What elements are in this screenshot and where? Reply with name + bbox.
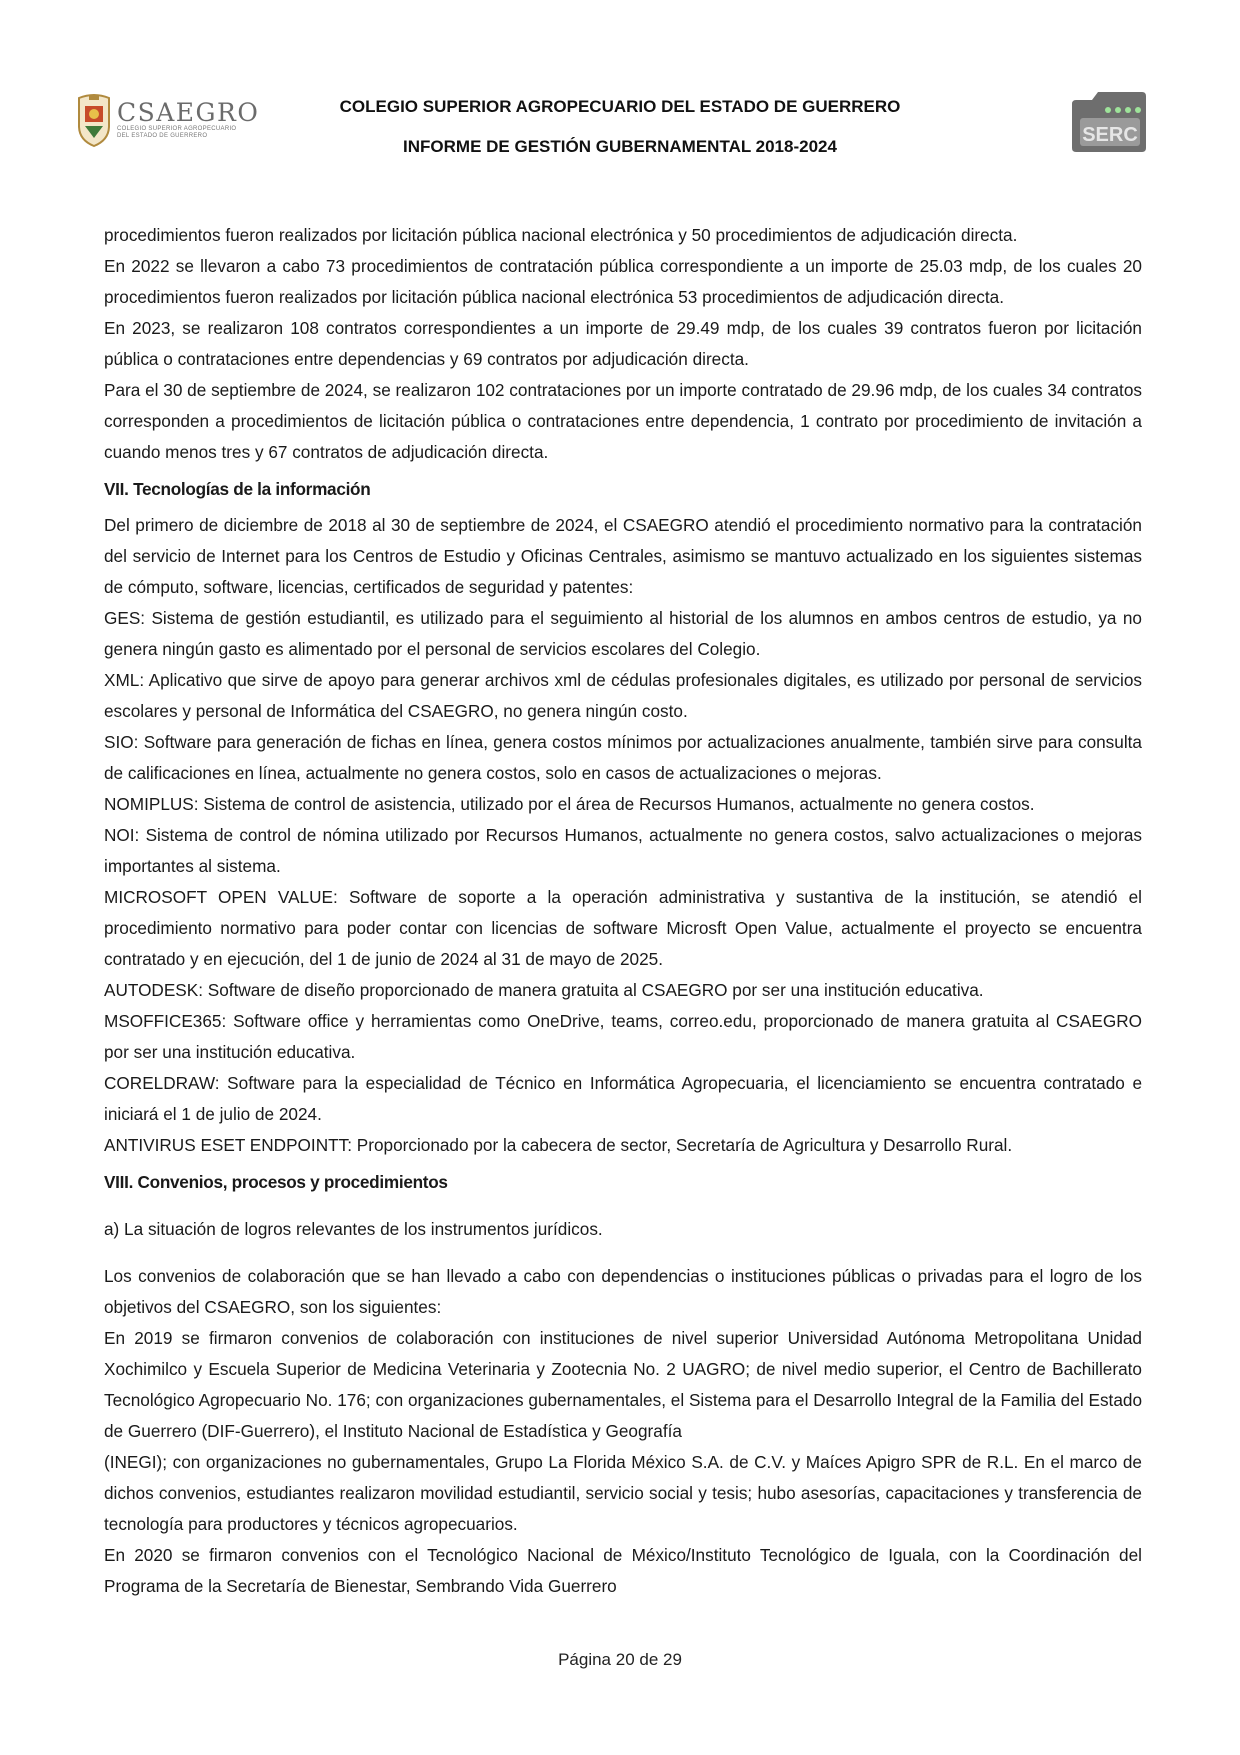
paragraph: AUTODESK: Software de diseño proporcionado de manera gratuita al CSAEGRO por ser una institución educativa.: [104, 980, 984, 1000]
paragraph: (INEGI); con organizaciones no gubernamentales, Grupo La Florida México S.A. de C.V. y Maíces Apigro SPR de R.L. En el marco de dichos convenios, estudiantes realizaron movilidad estudiantil, servicio social y tesis; hubo asesorías, capacitaciones y transferencia de tecnología para productores y técnicos agropecuarios.: [104, 1452, 1142, 1534]
page-header: [0, 0, 1240, 200]
institution-title: COLEGIO SUPERIOR AGROPECUARIO DEL ESTADO DE GUERRERO: [339, 97, 901, 116]
paragraph: SIO: Software para generación de fichas en línea, genera costos mínimos por actualizaciones anualmente, también sirve para consulta de calificaciones en línea, actualmente no genera costos, solo en casos de actualizaciones o mejoras.: [104, 732, 1142, 783]
serc-logo-icon: [1062, 88, 1150, 156]
paragraph: a) La situación de logros relevantes de los instrumentos jurídicos.: [104, 1219, 603, 1239]
section-heading-vii: VII. Tecnologías de la información: [104, 479, 371, 499]
serc-label: SERC: [1082, 124, 1138, 146]
page-content: [104, 220, 1142, 1602]
paragraph: NOMIPLUS: Sistema de control de asistencia, utilizado por el área de Recursos Humanos, actualmente no genera costos.: [104, 794, 1035, 814]
paragraph: MSOFFICE365: Software office y herramientas como OneDrive, teams, correo.edu, proporcionado de manera gratuita al CSAEGRO por ser una institución educativa.: [104, 1011, 1142, 1062]
logo-subtitle-1: COLEGIO SUPERIOR AGROPECUARIO: [117, 126, 237, 132]
logo-name: CSAEGRO: [117, 98, 260, 127]
paragraph: Del primero de diciembre de 2018 al 30 de septiembre de 2024, el CSAEGRO atendió el procedimiento normativo para la contratación del servicio de Internet para los Centros de Estudio y Oficinas Centrales, asimismo se mantuvo actualizado en los siguientes sistemas de cómputo, software, licencias, certificados de seguridad y patentes:: [104, 515, 1142, 597]
paragraph: XML: Aplicativo que sirve de apoyo para generar archivos xml de cédulas profesionales digitales, es utilizado por personal de servicios escolares y personal de Informática del CSAEGRO, no genera ningún costo.: [104, 670, 1142, 721]
paragraph: NOI: Sistema de control de nómina utilizado por Recursos Humanos, actualmente no genera costos, salvo actualizaciones o mejoras importantes al sistema.: [104, 825, 1142, 876]
paragraph: Los convenios de colaboración que se han llevado a cabo con dependencias o instituciones públicas o privadas para el logro de los objetivos del CSAEGRO, son los siguientes:: [104, 1266, 1142, 1317]
paragraph: En 2023, se realizaron 108 contratos correspondientes a un importe de 29.49 mdp, de los cuales 39 contratos fueron por licitación pública o contrataciones entre dependencias y 69 contratos por adjudicación directa.: [104, 318, 1142, 369]
report-title: INFORME DE GESTIÓN GUBERNAMENTAL 2018-2024: [403, 137, 837, 156]
paragraph: ANTIVIRUS ESET ENDPOINTT: Proporcionado por la cabecera de sector, Secretaría de Agricultura y Desarrollo Rural.: [104, 1135, 1013, 1155]
paragraph: CORELDRAW: Software para la especialidad de Técnico en Informática Agropecuaria, el licenciamiento se encuentra contratado e iniciará el 1 de julio de 2024.: [104, 1073, 1142, 1124]
paragraph: En 2019 se firmaron convenios de colaboración con instituciones de nivel superior Universidad Autónoma Metropolitana Unidad Xochimilco y Escuela Superior de Medicina Veterinaria y Zootecnia No. 2 UAGRO; de nivel medio superior, el Centro de Bachillerato Tecnológico Agropecuario No. 176; con organizaciones gubernamentales, el Sistema para el Desarrollo Integral de la Familia del Estado de Guerrero (DIF-Guerrero), el Instituto Nacional de Estadística y Geografía: [104, 1328, 1142, 1441]
paragraph: En 2022 se llevaron a cabo 73 procedimientos de contratación pública correspondiente a un importe de 25.03 mdp, de los cuales 20 procedimientos fueron realizados por licitación pública nacional electrónica 53 procedimientos de adjudicación directa.: [104, 256, 1142, 307]
paragraph: GES: Sistema de gestión estudiantil, es utilizado para el seguimiento al historial de los alumnos en ambos centros de estudio, ya no genera ningún gasto es alimentado por el personal de servicios escolares del Colegio.: [104, 608, 1142, 659]
paragraph: MICROSOFT OPEN VALUE: Software de soporte a la operación administrativa y sustantiva de la institución, se atendió el procedimiento normativo para poder contar con licencias de software Microsft Open Value, actualmente el proyecto se encuentra contratado y en ejecución, del 1 de junio de 2024 al 31 de mayo de 2025.: [104, 887, 1142, 969]
paragraph: procedimientos fueron realizados por licitación pública nacional electrónica y 50 procedimientos de adjudicación directa.: [104, 225, 1018, 245]
logo-subtitle-2: DEL ESTADO DE GUERRERO: [117, 133, 208, 139]
paragraph: Para el 30 de septiembre de 2024, se realizaron 102 contrataciones por un importe contratado de 29.96 mdp, de los cuales 34 contratos corresponden a procedimientos de licitación pública o contrataciones entre dependencia, 1 contrato por procedimiento de invitación a cuando menos tres y 67 contratos de adjudicación directa.: [104, 380, 1142, 462]
page-number: Página 20 de 29: [558, 1650, 682, 1669]
section-heading-viii: VIII. Convenios, procesos y procedimientos: [104, 1172, 448, 1192]
paragraph: En 2020 se firmaron convenios con el Tecnológico Nacional de México/Instituto Tecnológico de Iguala, con la Coordinación del Programa de la Secretaría de Bienestar, Sembrando Vida Guerrero: [104, 1545, 1142, 1596]
